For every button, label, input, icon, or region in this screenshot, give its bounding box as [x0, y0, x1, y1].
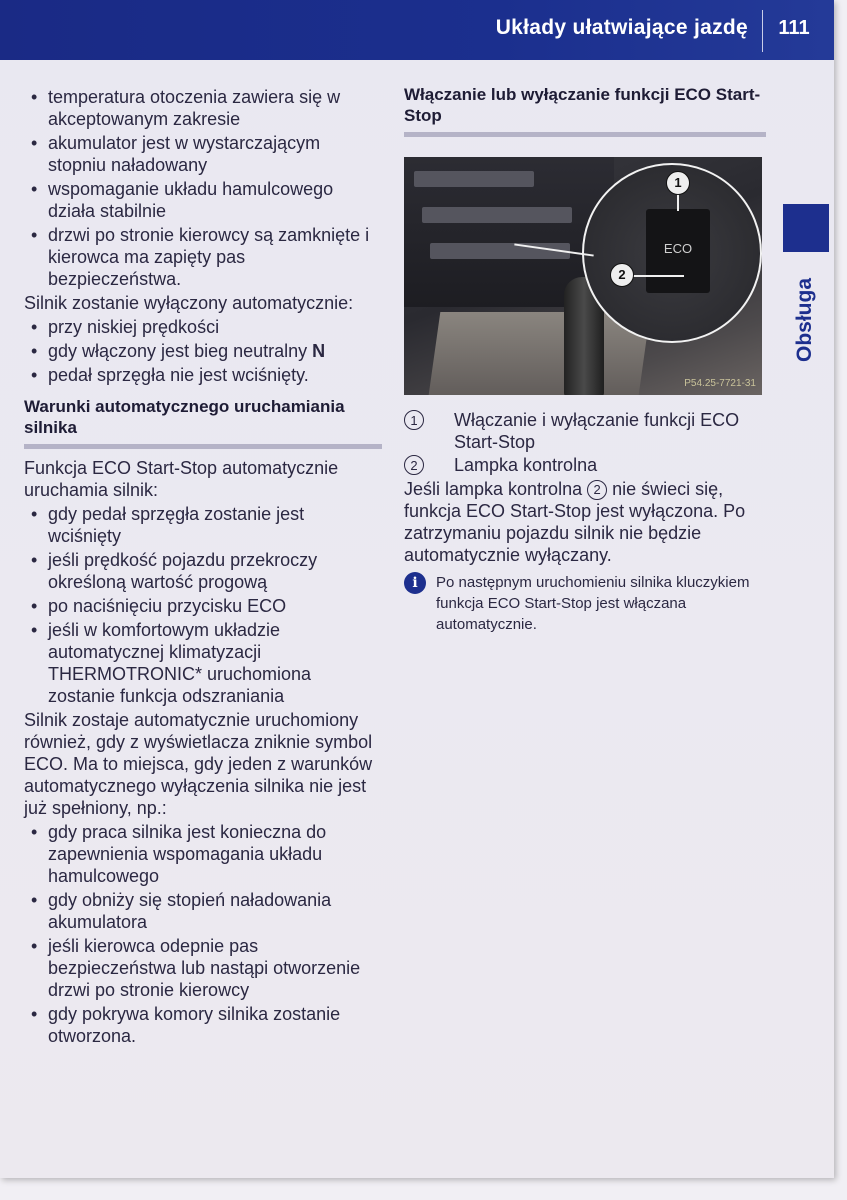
auto-start-heading: Warunki automatycznego uruchamiania silnika: [24, 396, 382, 449]
section-title: Układy ułatwiające jazdę: [495, 16, 748, 39]
eco-button-label: ECO: [663, 241, 693, 256]
callout-leader: [677, 193, 679, 211]
neutral-gear-symbol: N: [312, 341, 326, 361]
callout-leader: [632, 275, 684, 277]
header-bar: [0, 0, 834, 60]
legend-item: [404, 409, 766, 453]
legend-number: 2: [404, 455, 424, 475]
paragraph-text: nie świeci się, funkcja ECO Start-Stop jest wyłączona. Po zatrzymaniu pojazdu silnik nie będzie automatycznie wyłączany.: [404, 479, 746, 565]
console-button-row: [422, 207, 572, 223]
list-item: • jeśli w komfortowym układzie automatycznej klimatyzacji THERMOTRONIC* uruchomiona zostanie funkcja odszraniania: [24, 619, 382, 707]
auto-start-intro: Funkcja ECO Start-Stop automatycznie uruchamia silnik:: [24, 458, 339, 500]
chapter-tab-label: Obsługa: [793, 277, 816, 363]
list-item: • gdy praca silnika jest konieczna do zapewnienia wspomagania układu hamulcowego: [24, 821, 382, 887]
chapter-tab: [770, 265, 840, 375]
callout-2: 2: [610, 263, 634, 287]
list-item: • drzwi po stronie kierowcy są zamknięte i kierowca ma zapięty pas bezpieczeństwa.: [24, 224, 382, 290]
auto-off-list: [24, 316, 382, 386]
callout-1: 1: [666, 171, 690, 195]
list-item: • jeśli kierowca odepnie pas bezpieczeństwa lub nastąpi otworzenie drzwi po stronie kierowcy: [24, 935, 382, 1001]
list-item-text: gdy włączony jest bieg neutralny: [48, 341, 313, 361]
legend-item: [404, 454, 766, 476]
indicator-paragraph: [404, 478, 766, 566]
auto-off-intro: Silnik zostanie wyłączony automatycznie:: [24, 293, 354, 313]
chapter-tab-marker: [783, 204, 829, 252]
list-item: • przy niskiej prędkości: [24, 316, 382, 338]
list-item: • gdy obniży się stopień naładowania akumulatora: [24, 889, 382, 933]
note-text: Po następnym uruchomieniu silnika kluczykiem funkcja ECO Start-Stop jest włączana automatycznie.: [436, 574, 750, 633]
list-item: • akumulator jest w wystarczającym stopniu naładowany: [24, 132, 382, 176]
list-item: • jeśli prędkość pojazdu przekroczy określoną wartość progową: [24, 549, 382, 593]
list-item: • temperatura otoczenia zawiera się w akceptowanym zakresie: [24, 86, 382, 130]
eco-button-figure: [404, 157, 762, 395]
restart-paragraph: Silnik zostaje automatycznie uruchomiony również, gdy z wyświetlacza zniknie symbol ECO. Ma to miejsca, gdy jeden z warunków automatycznego wyłączenia silnika nie jest już spełniony, np.:: [24, 710, 373, 818]
list-item: • po naciśnięciu przycisku ECO: [24, 595, 382, 617]
auto-start-list: [24, 503, 382, 707]
list-item: • gdy pedał sprzęgła zostanie jest wciśnięty: [24, 503, 382, 547]
eco-toggle-heading: Włączanie lub wyłączanie funkcji ECO Start-Stop: [404, 84, 766, 137]
list-item: • gdy pokrywa komory silnika zostanie otworzona.: [24, 1003, 382, 1047]
legend-text: Włączanie i wyłączanie funkcji ECO Start-Stop: [454, 410, 740, 452]
header-divider: [762, 10, 763, 52]
info-note: [404, 572, 766, 635]
right-column: [404, 84, 766, 635]
console-button-row: [430, 243, 570, 259]
legend-text: Lampka kontrolna: [454, 455, 598, 475]
console-button-row: [414, 171, 534, 187]
page-number: 111: [778, 17, 810, 39]
info-icon: i: [404, 572, 426, 594]
list-item: • wspomaganie układu hamulcowego działa stabilnie: [24, 178, 382, 222]
figure-legend: [404, 409, 766, 476]
conditions-list: [24, 86, 382, 290]
inline-callout-2: 2: [587, 480, 607, 500]
figure-code: P54.25-7721-31: [684, 378, 756, 389]
legend-number: 1: [404, 410, 424, 430]
list-item: • pedał sprzęgła nie jest wciśnięty.: [24, 364, 382, 386]
paragraph-text: Jeśli lampka kontrolna: [404, 479, 583, 499]
left-column: [24, 86, 382, 1049]
restart-list: [24, 821, 382, 1047]
list-item: [24, 340, 382, 362]
